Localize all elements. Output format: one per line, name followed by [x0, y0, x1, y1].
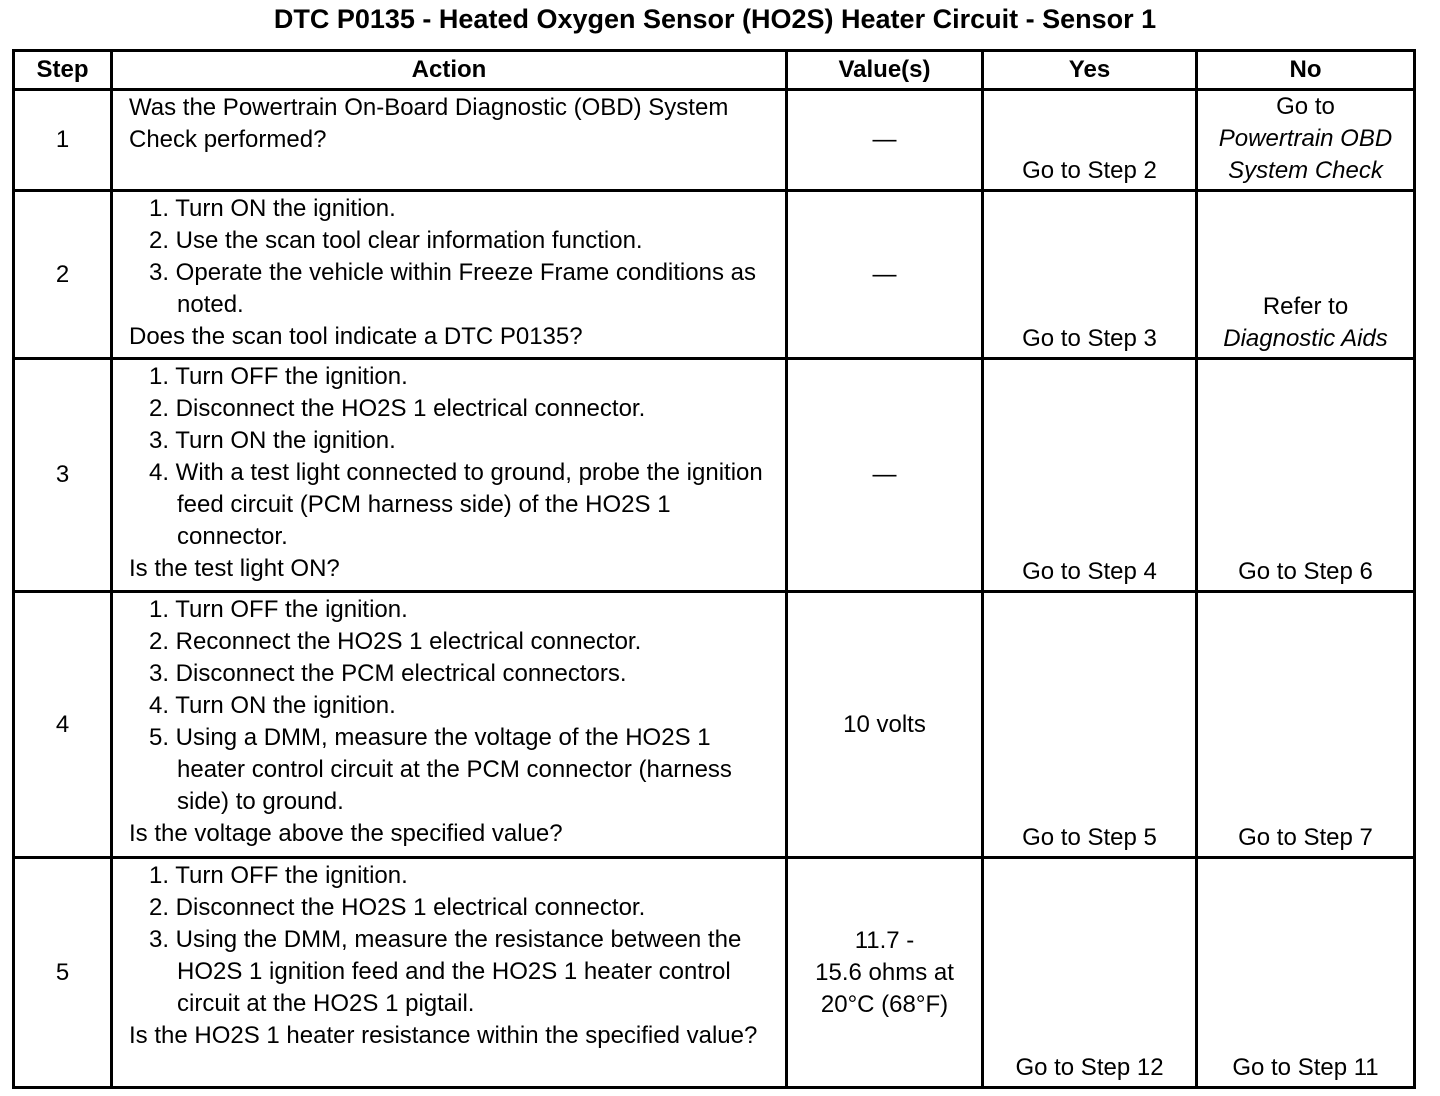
action-step: 1. Turn OFF the ignition.	[149, 596, 408, 623]
action-steps-list	[129, 860, 775, 1020]
action-step: 3. Operate the vehicle within Freeze Frame conditions as noted.	[149, 259, 756, 318]
no-reference: Powertrain OBD System Check	[1218, 125, 1393, 184]
no-prefix: Refer to	[1262, 293, 1349, 320]
action-cell	[112, 858, 787, 1088]
yes-cell: Go to Step 5	[983, 592, 1197, 858]
value-line: 11.7 -	[854, 926, 915, 954]
action-cell	[112, 191, 787, 359]
action-cell	[112, 592, 787, 858]
action-step: 2. Disconnect the HO2S 1 electrical connector.	[149, 395, 646, 422]
diagnostic-table	[12, 49, 1416, 1089]
value-cell: —	[787, 90, 983, 191]
yes-cell: Go to Step 12	[983, 858, 1197, 1088]
table-row	[14, 858, 1415, 1088]
action-question: Is the HO2S 1 heater resistance within the specified value?	[129, 1022, 758, 1049]
step-number: 4	[14, 592, 112, 858]
action-step: 2. Disconnect the HO2S 1 electrical connector.	[149, 894, 646, 921]
no-cell: Go to Step 11	[1197, 858, 1415, 1088]
document-title: DTC P0135 - Heated Oxygen Sensor (HO2S) Heater Circuit - Sensor 1	[273, 4, 1157, 34]
table-row	[14, 592, 1415, 858]
table-row	[14, 191, 1415, 359]
action-step: 1. Turn OFF the ignition.	[149, 862, 408, 889]
action-step: 3. Using the DMM, measure the resistance between the HO2S 1 ignition feed and the HO2S 1 heater control circuit at the HO2S 1 pigtail.	[149, 926, 742, 1017]
value-cell: 10 volts	[787, 592, 983, 858]
action-step: 3. Disconnect the PCM electrical connectors.	[149, 660, 627, 687]
action-step: 3. Turn ON the ignition.	[149, 427, 396, 454]
action-question: Is the test light ON?	[129, 555, 340, 582]
header-no: No	[1197, 51, 1415, 90]
action-step: 2. Use the scan tool clear information function.	[149, 227, 643, 254]
header-values: Value(s)	[787, 51, 983, 90]
action-question: Does the scan tool indicate a DTC P0135?	[129, 323, 583, 350]
no-prefix: Go to	[1276, 93, 1335, 120]
table-row	[14, 90, 1415, 191]
action-step: 4. Turn ON the ignition.	[149, 692, 396, 719]
action-question: Was the Powertrain On-Board Diagnostic (OBD) System Check performed?	[129, 94, 729, 153]
header-yes: Yes	[983, 51, 1197, 90]
action-steps-list	[129, 594, 775, 818]
no-cell: Go to Step 6	[1197, 359, 1415, 592]
table-row	[14, 359, 1415, 592]
value-cell	[787, 858, 983, 1088]
yes-cell: Go to Step 4	[983, 359, 1197, 592]
header-action: Action	[112, 51, 787, 90]
no-reference: Diagnostic Aids	[1223, 325, 1388, 352]
action-step: 5. Using a DMM, measure the voltage of the HO2S 1 heater control circuit at the PCM connector (harness side) to ground.	[149, 724, 732, 815]
step-number: 3	[14, 359, 112, 592]
value-cell: —	[787, 359, 983, 592]
action-step: 4. With a test light connected to ground, probe the ignition feed circuit (PCM harness side) of the HO2S 1 connector.	[149, 459, 763, 550]
yes-cell: Go to Step 2	[983, 90, 1197, 191]
action-step: 1. Turn ON the ignition.	[149, 195, 396, 222]
no-cell	[1197, 191, 1415, 359]
no-cell	[1197, 90, 1415, 191]
action-step: 2. Reconnect the HO2S 1 electrical connector.	[149, 628, 642, 655]
yes-cell: Go to Step 3	[983, 191, 1197, 359]
action-question: Is the voltage above the specified value?	[129, 820, 563, 847]
step-number: 5	[14, 858, 112, 1088]
table-header-row	[14, 51, 1415, 90]
action-cell	[112, 359, 787, 592]
no-cell: Go to Step 7	[1197, 592, 1415, 858]
action-steps-list	[129, 193, 775, 321]
value-cell: —	[787, 191, 983, 359]
action-step: 1. Turn OFF the ignition.	[149, 363, 408, 390]
action-steps-list	[129, 361, 775, 553]
value-line: 20°C (68°F)	[820, 990, 949, 1018]
step-number: 1	[14, 90, 112, 191]
action-cell	[112, 90, 787, 191]
step-number: 2	[14, 191, 112, 359]
header-step: Step	[14, 51, 112, 90]
value-line: 15.6 ohms at	[815, 958, 954, 986]
